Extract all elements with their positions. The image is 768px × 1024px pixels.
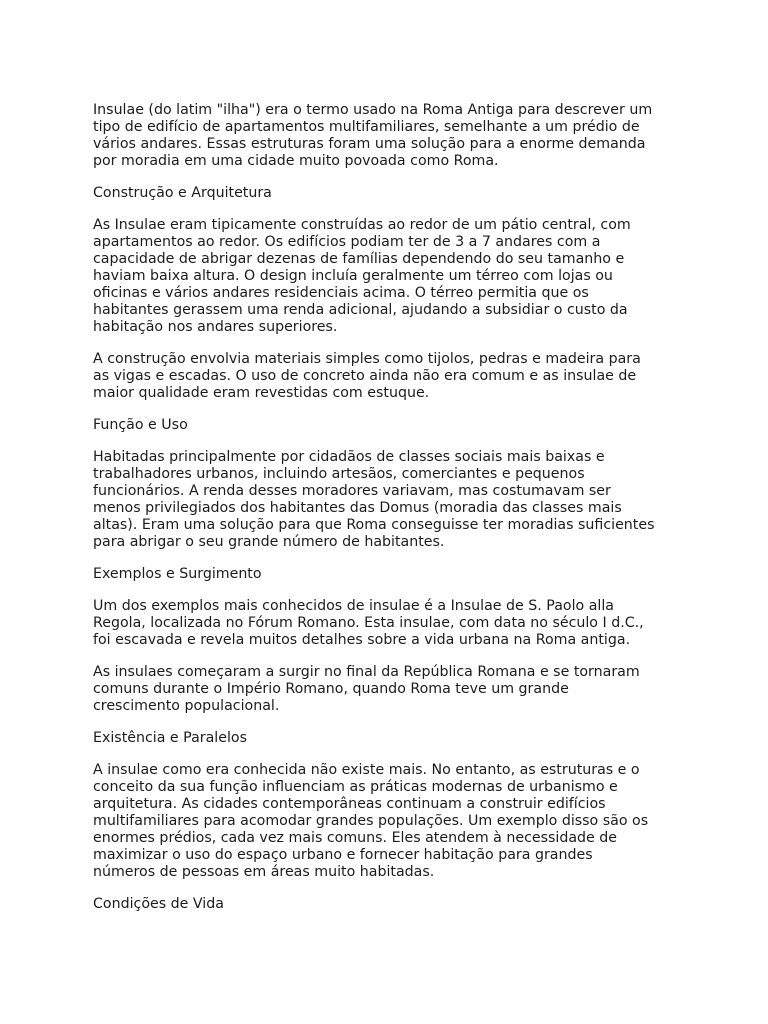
text-line: capacidade de abrigar dezenas de famílias dependendo do seu tamanho e [93,251,625,267]
text-line: Insulae (do latim "ilha") era o termo usado na Roma Antiga para descrever um [93,102,653,118]
text-line: maximizar o uso do espaço urbano e fornecer habitação para grandes [93,847,593,863]
text-line: As insulaes começaram a surgir no final da República Romana e se tornaram [93,664,640,680]
heading-text: Exemplos e Surgimento [93,566,262,582]
text-line: oficinas e vários andares residenciais acima. O térreo permitia que os [93,285,589,301]
paragraph-construcao-1 [93,217,693,336]
heading-text: Existência e Paralelos [93,730,247,746]
text-line: A insulae como era conhecida não existe mais. No entanto, as estruturas e o [93,762,640,778]
text-line: foi escavada e revela muitos detalhes sobre a vida urbana na Roma antiga. [93,632,631,648]
text-line: multifamiliares para acomodar grandes populações. Um exemplo disso são os [93,813,649,829]
text-line: maior qualidade eram revestidas com estuque. [93,385,430,401]
paragraph-exemplos-2 [93,664,693,715]
text-line: enormes prédios, cada vez mais comuns. Eles atendem à necessidade de [93,830,618,846]
heading-funcao [93,417,693,434]
text-line: arquitetura. As cidades contemporâneas continuam a construir edifícios [93,796,606,812]
paragraph-intro [93,102,693,170]
heading-existencia [93,730,693,747]
text-line: menos privilegiados dos habitantes das Domus (moradia das classes mais [93,500,622,516]
text-line: Regola, localizada no Fórum Romano. Esta insulae, com data no século I d.C., [93,615,644,631]
paragraph-existencia [93,762,693,881]
heading-condicoes [93,896,693,913]
paragraph-funcao [93,449,693,551]
text-line: para abrigar o seu grande número de habitantes. [93,534,445,550]
heading-text: Construção e Arquitetura [93,185,272,201]
text-line: trabalhadores urbanos, incluindo artesãos, comerciantes e pequenos [93,466,585,482]
text-line: conceito da sua função influenciam as práticas modernas de urbanismo e [93,779,618,795]
text-line: Habitadas principalmente por cidadãos de classes sociais mais baixas e [93,449,605,465]
heading-construcao [93,185,693,202]
text-line: crescimento populacional. [93,698,280,714]
text-line: funcionários. A renda desses moradores variavam, mas costumavam ser [93,483,611,499]
document-body [93,102,693,928]
heading-text: Função e Uso [93,417,188,433]
heading-text: Condições de Vida [93,896,224,912]
text-line: Um dos exemplos mais conhecidos de insulae é a Insulae de S. Paolo alla [93,598,614,614]
text-line: apartamentos ao redor. Os edifícios podiam ter de 3 a 7 andares com a [93,234,601,250]
paragraph-exemplos-1 [93,598,693,649]
text-line: habitação nos andares superiores. [93,319,338,335]
text-line: por moradia em uma cidade muito povoada como Roma. [93,153,499,169]
text-line: vários andares. Essas estruturas foram uma solução para a enorme demanda [93,136,646,152]
text-line: altas). Eram uma solução para que Roma conseguisse ter moradias suficientes [93,517,655,533]
heading-exemplos [93,566,693,583]
text-line: comuns durante o Império Romano, quando Roma teve um grande [93,681,569,697]
text-line: números de pessoas em áreas muito habitadas. [93,864,435,880]
text-line: haviam baixa altura. O design incluía geralmente um térreo com lojas ou [93,268,613,284]
text-line: A construção envolvia materiais simples como tijolos, pedras e madeira para [93,351,641,367]
paragraph-construcao-2 [93,351,693,402]
text-line: tipo de edifício de apartamentos multifamiliares, semelhante a um prédio de [93,119,640,135]
text-line: as vigas e escadas. O uso de concreto ainda não era comum e as insulae de [93,368,637,384]
text-line: habitantes gerassem uma renda adicional, ajudando a subsidiar o custo da [93,302,628,318]
text-line: As Insulae eram tipicamente construídas ao redor de um pátio central, com [93,217,631,233]
